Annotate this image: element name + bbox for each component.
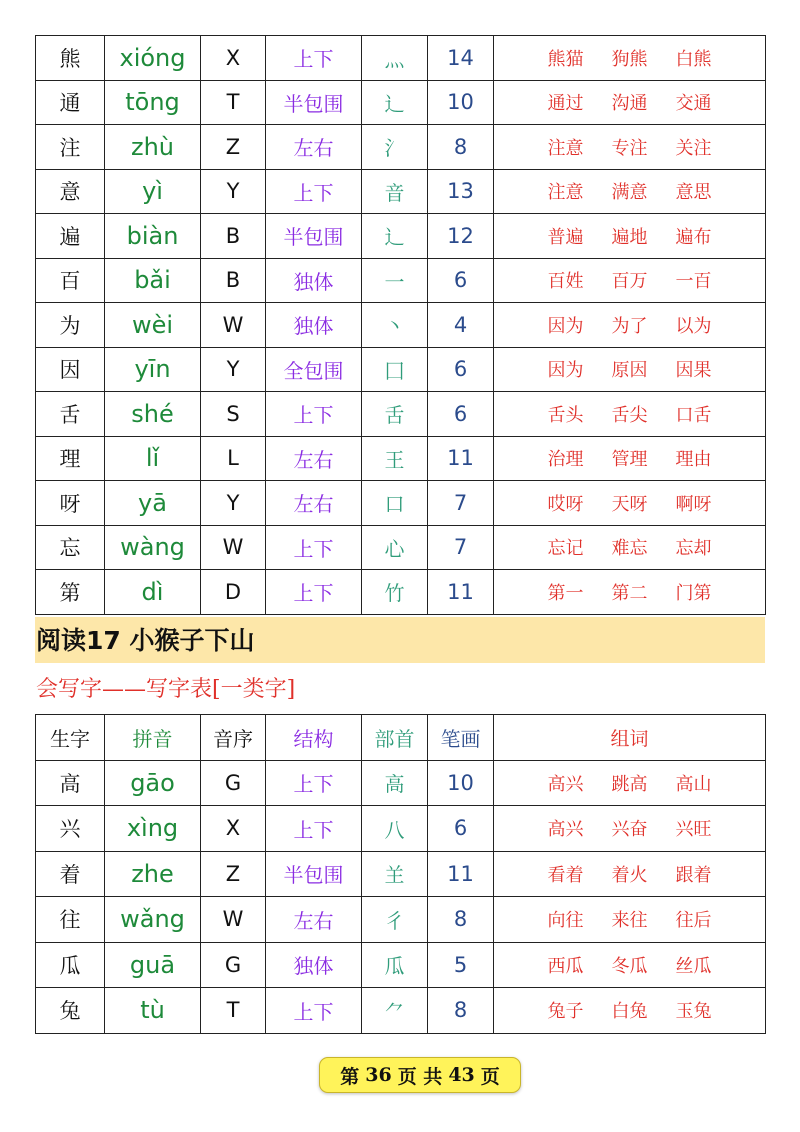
word-item: 难忘 [611, 538, 648, 560]
word-item: 一百 [675, 271, 712, 293]
words-cell [494, 851, 766, 897]
table-row [36, 392, 766, 437]
header-char: 生字 [36, 715, 105, 761]
char-cell: 因 [36, 347, 105, 392]
stroke-count-cell: 11 [428, 851, 494, 897]
words-cell [494, 806, 766, 852]
radical-cell: 丶 [362, 303, 428, 348]
char-cell: 舌 [36, 392, 105, 437]
sequence-cell: Z [201, 125, 266, 170]
word-item: 遍地 [611, 226, 648, 248]
word-item: 白熊 [675, 48, 712, 70]
stroke-count-cell: 8 [428, 988, 494, 1034]
section-title: 阅读17 小猴子下山 [36, 626, 255, 655]
radical-cell: 一 [362, 258, 428, 303]
words-cell [494, 258, 766, 303]
sequence-cell: T [201, 80, 266, 125]
table-row [36, 214, 766, 259]
word-item: 意思 [675, 182, 712, 204]
radical-cell: ⺈ [362, 988, 428, 1034]
words-cell [494, 436, 766, 481]
word-item: 高兴 [547, 773, 584, 795]
table-row [36, 347, 766, 392]
word-item: 管理 [611, 449, 648, 471]
table-row [36, 897, 766, 943]
word-item: 百万 [611, 271, 648, 293]
footer-middle: 页 共 [397, 1065, 443, 1088]
stroke-count-cell: 4 [428, 303, 494, 348]
char-cell: 意 [36, 169, 105, 214]
char-cell: 理 [36, 436, 105, 481]
word-item: 啊呀 [675, 493, 712, 515]
char-cell: 瓜 [36, 942, 105, 988]
sequence-cell: G [201, 942, 266, 988]
sequence-cell: W [201, 897, 266, 943]
structure-cell: 上下 [266, 806, 362, 852]
stroke-count-cell: 11 [428, 570, 494, 615]
word-item: 通过 [547, 93, 584, 115]
radical-cell: 瓜 [362, 942, 428, 988]
structure-cell: 半包围 [266, 214, 362, 259]
sequence-cell: S [201, 392, 266, 437]
page-number-badge [319, 1057, 521, 1093]
pinyin-cell: zhù [105, 125, 201, 170]
word-item: 口舌 [675, 404, 712, 426]
word-item: 以为 [675, 315, 712, 337]
stroke-count-cell: 6 [428, 258, 494, 303]
word-item: 天呀 [611, 493, 648, 515]
structure-cell: 左右 [266, 436, 362, 481]
pinyin-cell: shé [105, 392, 201, 437]
words-cell [494, 347, 766, 392]
table-row [36, 36, 766, 81]
footer-total: 43 [448, 1064, 475, 1086]
word-item: 治理 [547, 449, 584, 471]
words-cell [494, 303, 766, 348]
structure-cell: 上下 [266, 760, 362, 806]
words-cell [494, 80, 766, 125]
radical-cell: 舌 [362, 392, 428, 437]
words-cell [494, 481, 766, 526]
stroke-count-cell: 7 [428, 525, 494, 570]
words-cell [494, 214, 766, 259]
stroke-count-cell: 6 [428, 806, 494, 852]
footer-prefix: 第 [340, 1065, 360, 1088]
sequence-cell: D [201, 570, 266, 615]
word-item: 向往 [547, 910, 584, 932]
section-subheading: 会写字——写字表[一类字] [36, 677, 296, 702]
table-row [36, 481, 766, 526]
word-item: 普遍 [547, 226, 584, 248]
table-row [36, 806, 766, 852]
character-table-bottom [35, 714, 766, 1034]
structure-cell: 上下 [266, 570, 362, 615]
word-item: 满意 [611, 182, 648, 204]
header-seq: 音序 [201, 715, 266, 761]
char-cell: 呀 [36, 481, 105, 526]
word-item: 高兴 [547, 819, 584, 841]
words-cell [494, 570, 766, 615]
words-cell [494, 897, 766, 943]
header-radical: 部首 [362, 715, 428, 761]
table-row [36, 525, 766, 570]
radical-cell: 彳 [362, 897, 428, 943]
stroke-count-cell: 8 [428, 897, 494, 943]
table-row [36, 303, 766, 348]
word-item: 原因 [611, 360, 648, 382]
structure-cell: 上下 [266, 36, 362, 81]
pinyin-cell: lǐ [105, 436, 201, 481]
word-item: 因果 [675, 360, 712, 382]
radical-cell: 囗 [362, 347, 428, 392]
table-row [36, 258, 766, 303]
stroke-count-cell: 6 [428, 347, 494, 392]
word-item: 兴旺 [675, 819, 712, 841]
pinyin-cell: wàng [105, 525, 201, 570]
structure-cell: 全包围 [266, 347, 362, 392]
word-item: 来往 [611, 910, 648, 932]
table-row [36, 851, 766, 897]
word-item: 门第 [675, 582, 712, 604]
stroke-count-cell: 10 [428, 760, 494, 806]
word-item: 白兔 [611, 1001, 648, 1023]
radical-cell: 灬 [362, 36, 428, 81]
stroke-count-cell: 6 [428, 392, 494, 437]
radical-cell: 心 [362, 525, 428, 570]
char-cell: 注 [36, 125, 105, 170]
sequence-cell: B [201, 214, 266, 259]
radical-cell: 八 [362, 806, 428, 852]
words-cell [494, 988, 766, 1034]
word-item: 注意 [547, 137, 584, 159]
table-row [36, 942, 766, 988]
structure-cell: 独体 [266, 303, 362, 348]
word-item: 理由 [675, 449, 712, 471]
header-pinyin: 拼音 [105, 715, 201, 761]
sequence-cell: T [201, 988, 266, 1034]
word-item: 因为 [547, 360, 584, 382]
word-item: 玉兔 [675, 1001, 712, 1023]
word-item: 熊猫 [547, 48, 584, 70]
word-item: 舌头 [547, 404, 584, 426]
pinyin-cell: zhe [105, 851, 201, 897]
table-row [36, 436, 766, 481]
pinyin-cell: bǎi [105, 258, 201, 303]
stroke-count-cell: 5 [428, 942, 494, 988]
word-item: 交通 [675, 93, 712, 115]
pinyin-cell: dì [105, 570, 201, 615]
table-row [36, 80, 766, 125]
pinyin-cell: xìng [105, 806, 201, 852]
words-cell [494, 392, 766, 437]
sequence-cell: Y [201, 481, 266, 526]
word-item: 跳高 [611, 773, 648, 795]
sequence-cell: X [201, 806, 266, 852]
word-item: 因为 [547, 315, 584, 337]
char-cell: 第 [36, 570, 105, 615]
char-cell: 熊 [36, 36, 105, 81]
word-item: 兴奋 [611, 819, 648, 841]
char-cell: 着 [36, 851, 105, 897]
word-item: 冬瓜 [611, 955, 648, 977]
structure-cell: 上下 [266, 525, 362, 570]
radical-cell: 王 [362, 436, 428, 481]
pinyin-cell: yì [105, 169, 201, 214]
word-item: 兔子 [547, 1001, 584, 1023]
word-item: 注意 [547, 182, 584, 204]
word-item: 看着 [547, 864, 584, 886]
char-cell: 兔 [36, 988, 105, 1034]
sequence-cell: X [201, 36, 266, 81]
word-item: 跟着 [675, 864, 712, 886]
pinyin-cell: wèi [105, 303, 201, 348]
words-cell [494, 169, 766, 214]
char-cell: 忘 [36, 525, 105, 570]
structure-cell: 独体 [266, 942, 362, 988]
structure-cell: 半包围 [266, 851, 362, 897]
footer-page: 36 [365, 1064, 392, 1086]
word-item: 舌尖 [611, 404, 648, 426]
radical-cell: 口 [362, 481, 428, 526]
word-item: 丝瓜 [675, 955, 712, 977]
table-row [36, 760, 766, 806]
char-cell: 百 [36, 258, 105, 303]
word-item: 往后 [675, 910, 712, 932]
word-item: 关注 [675, 137, 712, 159]
sequence-cell: W [201, 303, 266, 348]
character-table-top [35, 35, 766, 615]
structure-cell: 半包围 [266, 80, 362, 125]
table-row [36, 125, 766, 170]
radical-cell: 𦍌 [362, 851, 428, 897]
word-item: 着火 [611, 864, 648, 886]
radical-cell: 辶 [362, 80, 428, 125]
char-cell: 兴 [36, 806, 105, 852]
word-item: 西瓜 [547, 955, 584, 977]
table-row [36, 570, 766, 615]
char-cell: 往 [36, 897, 105, 943]
word-item: 遍布 [675, 226, 712, 248]
table-row [36, 169, 766, 214]
radical-cell: 氵 [362, 125, 428, 170]
char-cell: 遍 [36, 214, 105, 259]
char-cell: 通 [36, 80, 105, 125]
header-strokes: 笔画 [428, 715, 494, 761]
word-item: 第二 [611, 582, 648, 604]
pinyin-cell: yā [105, 481, 201, 526]
word-item: 哎呀 [547, 493, 584, 515]
radical-cell: 竹 [362, 570, 428, 615]
char-cell: 为 [36, 303, 105, 348]
words-cell [494, 760, 766, 806]
sequence-cell: W [201, 525, 266, 570]
word-item: 为了 [611, 315, 648, 337]
structure-cell: 上下 [266, 169, 362, 214]
sequence-cell: B [201, 258, 266, 303]
sequence-cell: L [201, 436, 266, 481]
pinyin-cell: tù [105, 988, 201, 1034]
footer-suffix: 页 [480, 1065, 500, 1088]
pinyin-cell: xióng [105, 36, 201, 81]
pinyin-cell: guā [105, 942, 201, 988]
pinyin-cell: biàn [105, 214, 201, 259]
structure-cell: 左右 [266, 897, 362, 943]
structure-cell: 左右 [266, 125, 362, 170]
structure-cell: 上下 [266, 392, 362, 437]
sequence-cell: Z [201, 851, 266, 897]
structure-cell: 上下 [266, 988, 362, 1034]
structure-cell: 独体 [266, 258, 362, 303]
stroke-count-cell: 14 [428, 36, 494, 81]
sequence-cell: Y [201, 169, 266, 214]
radical-cell: 高 [362, 760, 428, 806]
word-item: 忘记 [547, 538, 584, 560]
stroke-count-cell: 12 [428, 214, 494, 259]
word-item: 专注 [611, 137, 648, 159]
pinyin-cell: yīn [105, 347, 201, 392]
pinyin-cell: tōng [105, 80, 201, 125]
stroke-count-cell: 8 [428, 125, 494, 170]
radical-cell: 音 [362, 169, 428, 214]
words-cell [494, 36, 766, 81]
stroke-count-cell: 13 [428, 169, 494, 214]
word-item: 百姓 [547, 271, 584, 293]
word-item: 狗熊 [611, 48, 648, 70]
stroke-count-cell: 10 [428, 80, 494, 125]
radical-cell: 辶 [362, 214, 428, 259]
structure-cell: 左右 [266, 481, 362, 526]
words-cell [494, 525, 766, 570]
table-header-row [36, 715, 766, 761]
stroke-count-cell: 7 [428, 481, 494, 526]
words-cell [494, 125, 766, 170]
stroke-count-cell: 11 [428, 436, 494, 481]
word-item: 沟通 [611, 93, 648, 115]
table-row [36, 988, 766, 1034]
header-words: 组词 [494, 715, 766, 761]
sequence-cell: G [201, 760, 266, 806]
word-item: 忘却 [675, 538, 712, 560]
word-item: 高山 [675, 773, 712, 795]
sequence-cell: Y [201, 347, 266, 392]
char-cell: 高 [36, 760, 105, 806]
pinyin-cell: wǎng [105, 897, 201, 943]
words-cell [494, 942, 766, 988]
word-item: 第一 [547, 582, 584, 604]
pinyin-cell: gāo [105, 760, 201, 806]
header-structure: 结构 [266, 715, 362, 761]
